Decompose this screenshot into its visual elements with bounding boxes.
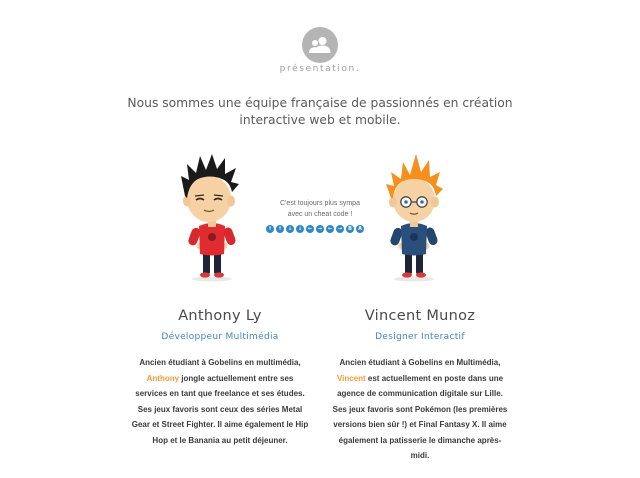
- key-a-icon: A: [356, 225, 364, 233]
- member-role: Développeur Multimédia: [161, 332, 279, 342]
- bio-line: agence de communication digitale sur Lille.: [337, 389, 503, 398]
- cheat-line-1: C'est toujours plus sympa: [280, 200, 360, 207]
- cheat-code-keys: [266, 225, 364, 233]
- bio-line-rest: jongle actuellement entre ses: [179, 373, 294, 383]
- vincent-avatar: [377, 150, 451, 282]
- bio-line: Gear et Street Fighter. Il aime également le Hip: [131, 420, 309, 429]
- section-title: présentation.: [279, 64, 361, 74]
- bio-line-rest: est actuellement en poste dans une: [365, 373, 504, 383]
- bio-line: [325, 371, 515, 387]
- key-left-icon: ←: [327, 226, 333, 232]
- bio-line: Hop et le Banania au petit déjeuner.: [152, 435, 288, 445]
- intro-line-1: Nous sommes une équipe française de passionnés en création: [127, 96, 513, 110]
- team-icon: [302, 27, 338, 63]
- key-up-icon: ↑: [267, 226, 273, 232]
- key-b-icon: B: [346, 225, 354, 233]
- bio-line: services en tant que freelance et ses études.: [135, 389, 305, 398]
- member-bio: [325, 355, 515, 464]
- member-anthony: [125, 306, 315, 448]
- bio-line: midi.: [410, 451, 430, 460]
- member-bio: [125, 355, 315, 448]
- member-first-name-highlight: Anthony: [146, 373, 180, 383]
- bio-line: Ses jeux favoris sont ceux des séries Metal: [137, 404, 303, 414]
- bio-line: Ses jeux favoris sont Pokémon (les premières: [332, 404, 508, 414]
- bio-line: Ancien étudiant à Gobelins en multimédia,: [139, 358, 301, 367]
- key-down-icon: ↓: [287, 226, 293, 232]
- anthony-avatar: [174, 146, 248, 282]
- member-role: Designer Interactif: [375, 332, 465, 342]
- key-left-icon: ←: [307, 226, 313, 232]
- bio-line: versions bien sûr !) et Final Fantasy X. Il aime: [333, 420, 507, 429]
- member-vincent: [325, 306, 515, 464]
- key-down-icon: ↓: [297, 226, 303, 232]
- intro-text: [120, 95, 520, 129]
- cheat-code-hint: [262, 198, 378, 220]
- member-name: Anthony Ly: [178, 308, 262, 324]
- key-right-icon: →: [337, 226, 343, 232]
- cheat-line-2: avec un cheat code !: [287, 211, 353, 218]
- member-first-name-highlight: Vincent: [336, 373, 366, 383]
- key-up-icon: ↑: [277, 226, 283, 232]
- member-name: Vincent Munoz: [364, 308, 476, 324]
- bio-line: [125, 371, 315, 387]
- bio-line: Ancien étudiant à Gobelins en Multimédia,: [339, 358, 501, 367]
- key-right-icon: →: [317, 226, 323, 232]
- intro-line-2: interactive web et mobile.: [239, 113, 401, 127]
- bio-line: également la patisserie le dimanche après-: [338, 435, 502, 445]
